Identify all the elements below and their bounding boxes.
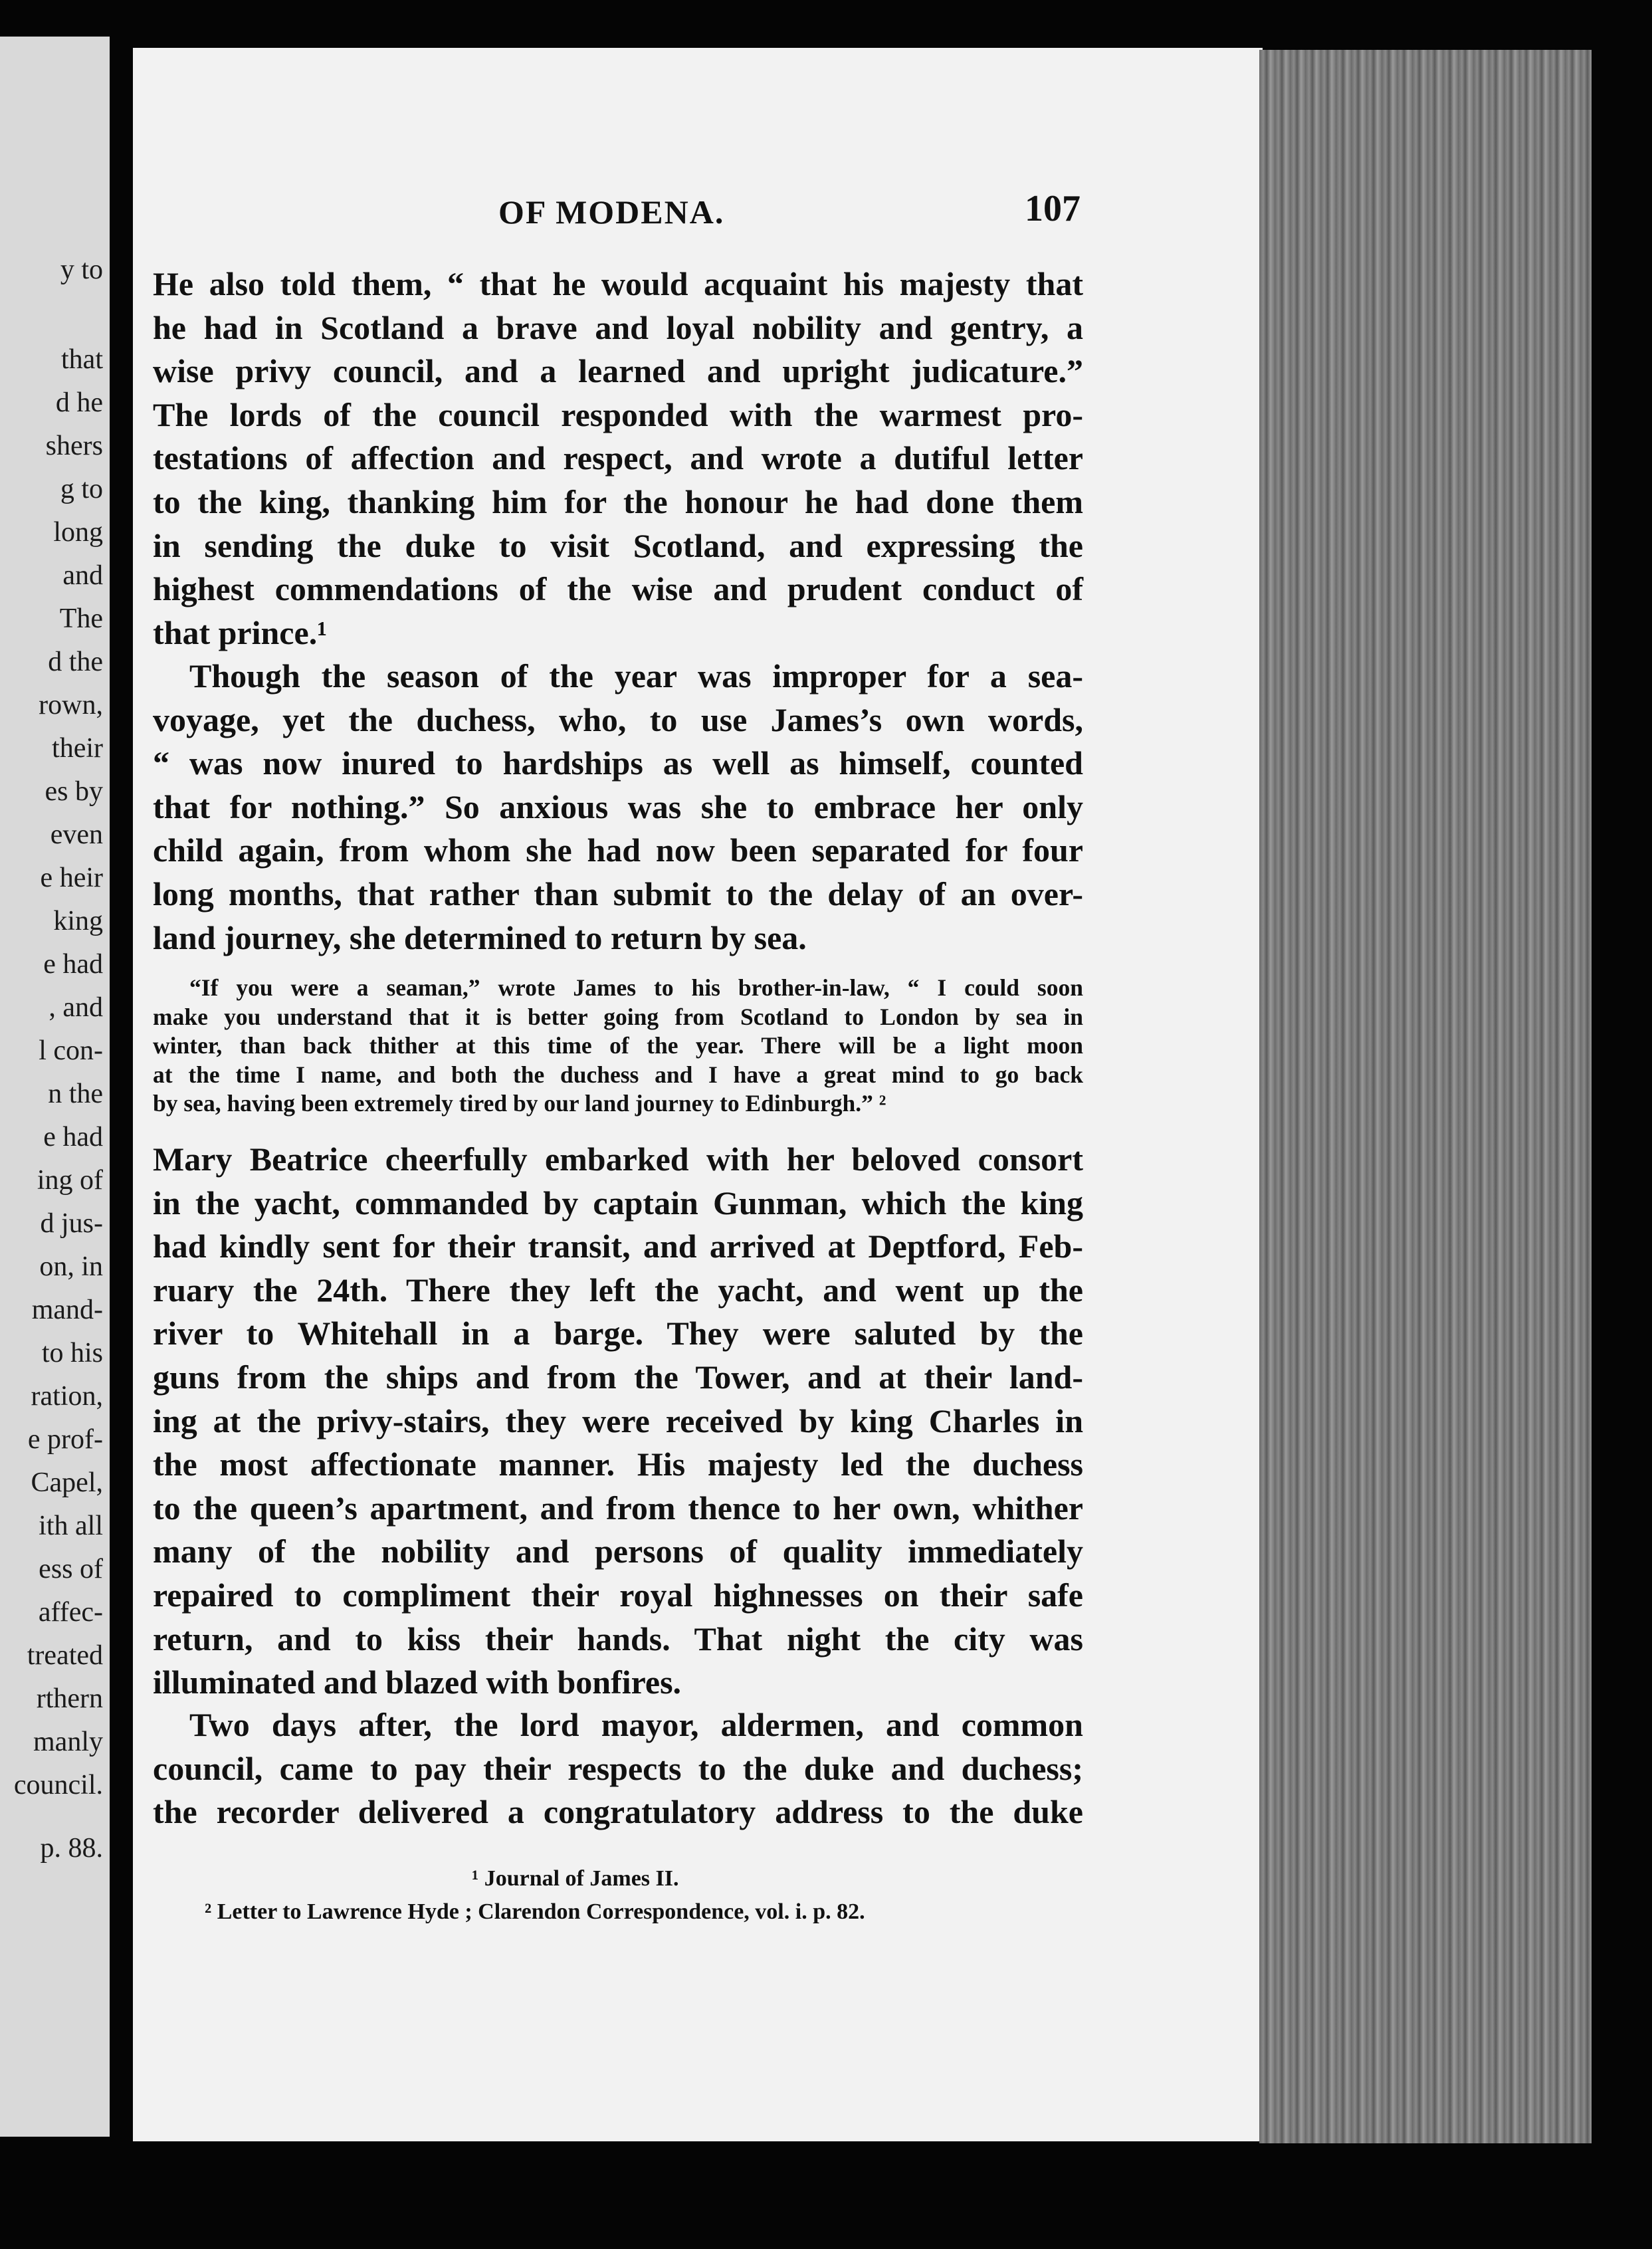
facing-page-fragment: Capel, [31, 1467, 103, 1498]
running-head: OF MODENA. [498, 193, 725, 231]
text-line: Mary Beatrice cheerfully embarked with her beloved consort [153, 1140, 1083, 1178]
facing-page-fragment: on, in [39, 1251, 103, 1282]
text-line: child again, from whom she had now been separated for four [153, 831, 1083, 869]
text-line: ing at the privy-stairs, they were received by king Charles in [153, 1402, 1083, 1440]
text-line: illuminated and blazed with bonfires. [153, 1663, 682, 1701]
text-line: in sending the duke to visit Scotland, and expressing the [153, 526, 1083, 564]
facing-page-fragment: mand- [31, 1295, 103, 1325]
quote-line: winter, than back thither at this time of the year. There will be a light moon [153, 1032, 1083, 1059]
facing-page-fragment: p. 88. [40, 1833, 103, 1864]
text-line: river to Whitehall in a barge. They were saluted by the [153, 1315, 1083, 1352]
facing-page-fragment: d the [48, 647, 103, 677]
facing-page-fragment: their [52, 733, 103, 764]
facing-page-fragment: treated [27, 1640, 103, 1671]
facing-page-fragment: council. [13, 1770, 103, 1800]
facing-page-fragment: to his [41, 1338, 103, 1368]
text-line: land journey, she determined to return by sea. [153, 918, 807, 956]
text-line: the most affectionate manner. His majesty led the duchess [153, 1446, 1083, 1483]
text-line: return, and to kiss their hands. That night the city was [153, 1620, 1083, 1658]
text-line: He also told them, “ that he would acquaint his majesty that [153, 265, 1083, 302]
facing-page-fragment: d he [55, 387, 103, 418]
facing-page-fragment: l con- [39, 1035, 103, 1066]
text-line: the recorder delivered a congratulatory address to the duke [153, 1793, 1083, 1831]
quote-line: “If you were a seaman,” wrote James to his brother-in-law, “ I could soon [189, 974, 1083, 1001]
facing-page-fragment: manly [33, 1727, 103, 1757]
facing-page-fragment: king [53, 906, 103, 936]
paragraph-3 [153, 1138, 1083, 1705]
text-line: many of the nobility and persons of quality immediately [153, 1533, 1083, 1570]
facing-page-fragment: The [59, 603, 103, 634]
quote-line: make you understand that it is better going from Scotland to London by sea in [153, 1003, 1083, 1030]
block-quotation [153, 974, 1083, 1119]
text-line: voyage, yet the duchess, who, to use James’s own words, [153, 700, 1083, 738]
text-line: Though the season of the year was improper for a sea- [189, 657, 1083, 695]
text-line: wise privy council, and a learned and upright judicature.” [153, 352, 1083, 390]
facing-page-fragment: ing of [37, 1165, 103, 1196]
facing-page-fragment: e had [43, 949, 103, 980]
paragraph-1 [153, 263, 1083, 655]
facing-page-fragment: ith all [39, 1511, 103, 1541]
facing-page-fragment: rthern [36, 1683, 103, 1714]
facing-page-fragment: even [50, 819, 103, 850]
text-line: highest commendations of the wise and prudent conduct of [153, 570, 1083, 608]
facing-page-fragment: ration, [31, 1381, 103, 1412]
paragraph-2 [153, 655, 1083, 960]
text-line: in the yacht, commanded by captain Gunman, which the king [153, 1184, 1083, 1222]
facing-page-fragment: long [53, 517, 103, 548]
footnotes [153, 1862, 1083, 1929]
facing-page-fragment: , and [49, 992, 103, 1023]
facing-page-edge [0, 37, 110, 2137]
facing-page-fragment: that [61, 344, 103, 375]
facing-page-fragment: es by [45, 776, 103, 807]
quote-line: by sea, having been extremely tired by our land journey to Edinburgh.” ² [153, 1090, 886, 1117]
text-line: The lords of the council responded with the warmest pro- [153, 395, 1083, 433]
footnote-2: ² Letter to Lawrence Hyde ; Clarendon Correspondence, vol. i. p. 82. [205, 1899, 865, 1924]
text-line: repaired to compliment their royal highnesses on their safe [153, 1576, 1083, 1614]
text-line: long months, that rather than submit to the delay of an over- [153, 875, 1083, 912]
text-line: ruary the 24th. There they left the yacht, and went up the [153, 1271, 1083, 1309]
facing-page-fragment: e prof- [27, 1424, 103, 1455]
text-line: to the king, thanking him for the honour he had done them [153, 482, 1083, 520]
facing-page-fragment: affec- [38, 1597, 103, 1628]
facing-page-fragment: rown, [39, 690, 103, 720]
facing-page-fragment: g to [60, 474, 103, 504]
page-number: 107 [1025, 188, 1081, 229]
text-line: “ was now inured to hardships as well as himself, counted [153, 744, 1083, 782]
text-line: testations of affection and respect, and wrote a dutiful letter [153, 439, 1083, 477]
quote-line: at the time I name, and both the duchess and I have a great mind to go back [153, 1061, 1083, 1088]
facing-page-fragment: e had [43, 1122, 103, 1152]
text-line: guns from the ships and from the Tower, and at their land- [153, 1358, 1083, 1396]
text-line: that prince.¹ [153, 613, 328, 651]
text-line: to the queen’s apartment, and from thence to her own, whither [153, 1489, 1083, 1527]
facing-page-fragment: n the [48, 1079, 103, 1109]
paragraph-4 [153, 1703, 1083, 1834]
facing-page-fragment: and [62, 560, 103, 591]
facing-page-fragment: shers [45, 431, 103, 461]
facing-page-fragment: d jus- [40, 1208, 103, 1239]
text-line: council, came to pay their respects to the duke and duchess; [153, 1749, 1083, 1787]
page-block-edges [1259, 50, 1592, 2143]
facing-page-fragment: e heir [40, 863, 103, 893]
text-line: Two days after, the lord mayor, aldermen, and common [189, 1706, 1083, 1743]
text-line: that for nothing.” So anxious was she to embrace her only [153, 788, 1083, 825]
text-line: had kindly sent for their transit, and arrived at Deptford, Feb- [153, 1228, 1083, 1265]
facing-page-fragment: ess of [39, 1554, 103, 1584]
facing-page-fragment: y to [60, 255, 103, 285]
footnote-1: ¹ Journal of James II. [472, 1866, 679, 1891]
text-line: he had in Scotland a brave and loyal nobility and gentry, a [153, 308, 1083, 346]
